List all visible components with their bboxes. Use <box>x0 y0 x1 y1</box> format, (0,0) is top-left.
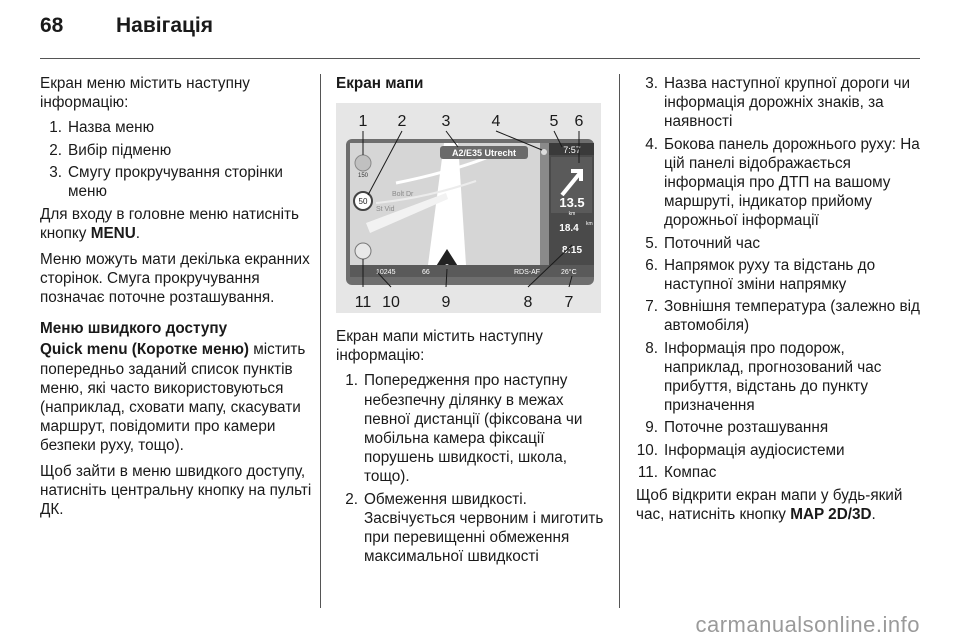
rds-indicator: RDS-AF <box>514 269 541 276</box>
list-item: 7. Зовнішня температура (залежно від автомобіля) <box>645 298 920 335</box>
quick-menu-access-paragraph: Щоб зайти в меню швидкого доступу, натисніть центральну кнопку на пульті ДК. <box>40 462 312 519</box>
column-1 <box>40 74 312 525</box>
list-item: 3. Смугу прокручування сторінки меню <box>49 163 283 201</box>
column-divider-1 <box>320 74 321 608</box>
list-item: 10. Інформація аудіосистеми <box>636 441 845 459</box>
map-screen-heading: Екран мапи <box>336 75 424 92</box>
audio-channel: 66 <box>422 269 430 276</box>
list-item: 2. Вибір підменю <box>49 141 172 159</box>
map-button-paragraph: Щоб відкрити екран мапи у будь-який час, натисніть кнопку MAP 2D/3D. <box>636 487 903 524</box>
list-item: 3. Назва наступної крупної дороги чи інформація дорожніх знаків, за наявності <box>645 75 911 131</box>
next-turn-distance: 13.5 <box>559 195 585 210</box>
menu-key-label: MENU <box>90 225 136 243</box>
audio-info: 10245 <box>376 269 396 276</box>
callout-9: 9 <box>441 294 451 311</box>
header-rule <box>40 58 920 59</box>
list-item: 6. Напрямок руху та відстань до наступної зміни напрямку <box>645 256 876 294</box>
map-screen-list-part-2 <box>636 74 924 482</box>
callout-1: 1 <box>358 113 368 130</box>
pages-paragraph: Меню можуть мати декілька екранних сторінок. Смуга прокручування позначає поточне розташування. <box>40 250 310 307</box>
map-label: St Vid <box>376 206 395 213</box>
quick-menu-label: Quick menu (Коротке меню) <box>40 341 250 359</box>
map-screen-list-part-1 <box>336 371 608 566</box>
eta: 8:15 <box>561 245 583 256</box>
list-item: 9. Поточне розташування <box>645 419 829 437</box>
callout-7: 7 <box>564 294 574 311</box>
list-item: 4. Бокова панель дорожнього руху: На цій панелі відображається інформація про ДТП на вашому маршруті, індикатор прийому дорожньої інформації <box>645 135 920 230</box>
column-divider-2 <box>619 74 620 608</box>
list-item: 2. Обмеження швидкості. Засвічується червоним і миготить при перевищенні обмеження максимальної швидкості <box>345 490 604 566</box>
callout-10: 10 <box>382 294 400 311</box>
list-item: 1. Назва меню <box>49 119 155 137</box>
callout-6: 6 <box>574 113 584 130</box>
speed-limit-value: 50 <box>358 197 368 206</box>
list-item: 8. Інформація про подорож, наприклад, прогнозований час прибуття, відстань до пункту призначення <box>645 339 882 415</box>
map-screen-figure <box>336 103 601 313</box>
list-item: 5. Поточний час <box>645 234 761 252</box>
next-turn-unit: km <box>568 211 576 217</box>
column-3 <box>636 74 924 530</box>
map-screen-intro: Екран мапи містить наступну інформацію: <box>336 328 543 365</box>
menu-screen-intro: Екран меню містить наступну інформацію: <box>40 75 250 112</box>
map-key-label: MAP 2D/3D <box>790 506 872 524</box>
callout-11: 11 <box>354 294 372 311</box>
callout-5: 5 <box>549 113 559 130</box>
list-item: 11. Компас <box>637 463 717 481</box>
callout-8: 8 <box>523 294 533 311</box>
watermark: carmanualsonline.info <box>695 612 920 637</box>
traffic-side-bar <box>540 143 549 265</box>
column-2-text <box>336 327 608 570</box>
list-item: 1. Попередження про наступну небезпечну ділянку в межах певної дистанції (фіксована чи мобільна камера фіксації порушень швидкості, школа, тощо). <box>345 372 583 486</box>
callout-3: 3 <box>441 113 451 130</box>
compass-icon <box>355 243 371 259</box>
outside-temperature: 26°C <box>561 269 577 276</box>
quick-menu-paragraph: Quick menu (Коротке меню) містить попередньо заданий список пунктів меню, які часто використовуються (наприклад, сховати мапу, скасувати маршрут, повідомити про камери безпеки руху, тощо). <box>40 341 306 455</box>
menu-screen-list <box>40 118 312 201</box>
road-sign-text: A2/E35 Utrecht <box>451 148 517 158</box>
main-menu-paragraph: Для входу в головне меню натисніть кнопку MENU. <box>40 206 299 243</box>
clock: 7:57 <box>563 145 581 155</box>
page-number: 68 <box>40 14 64 37</box>
callout-4: 4 <box>491 113 501 130</box>
column-2 <box>336 74 608 95</box>
map-label: Bolt Dr <box>392 191 414 198</box>
quick-menu-heading: Меню швидкого доступу <box>40 320 228 338</box>
trip-distance-unit: km <box>586 221 593 227</box>
trip-distance: 18.4 <box>559 223 579 234</box>
hazard-warning-distance: 150 <box>357 173 369 179</box>
callout-2: 2 <box>397 113 407 130</box>
hazard-warning-icon <box>355 155 371 171</box>
page-title: Навігація <box>116 14 214 37</box>
